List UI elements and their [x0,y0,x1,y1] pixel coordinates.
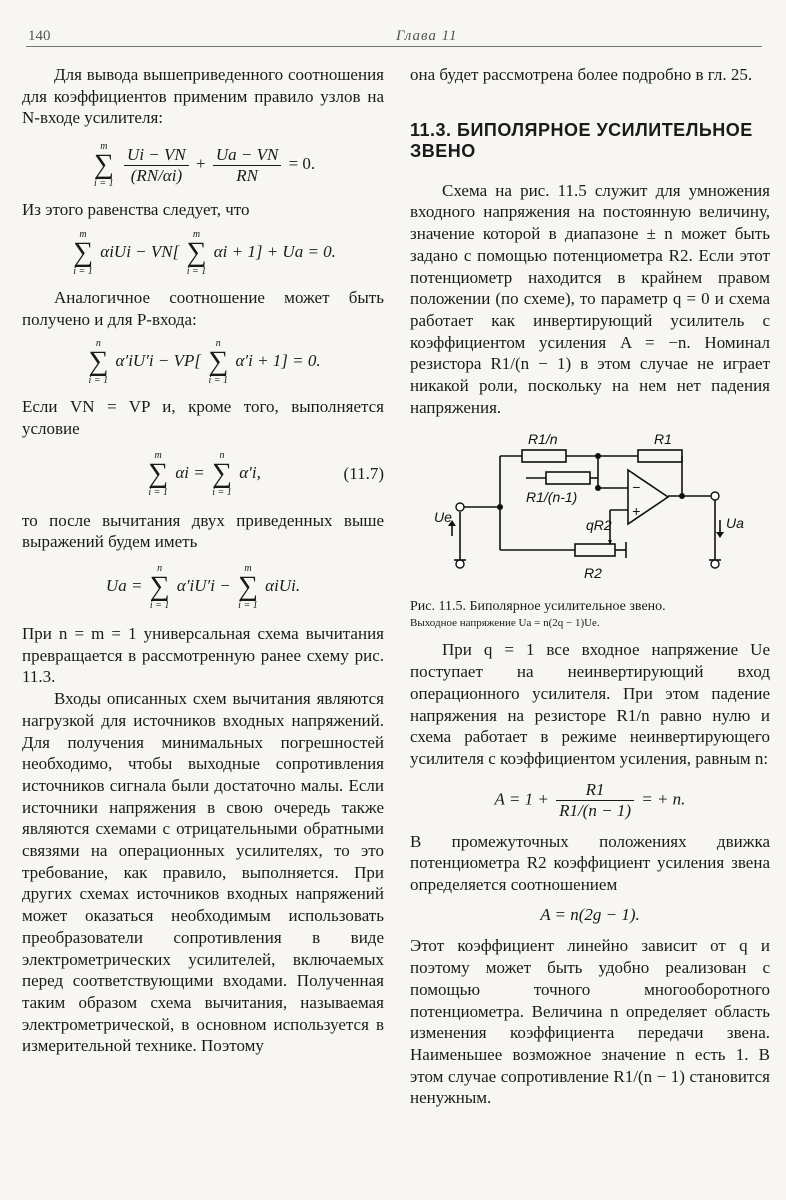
terminal-ground [456,560,464,568]
fraction: $\frac{Ua - VN}{RN}$ [213,145,281,186]
equation: m ∑ i = 1 $\frac{Ui - VN}{(RN/\alpha i)}$ + $\frac{Ua - VN}{RN}$ = 0. [93,141,316,190]
label-r1n1: R1/(n-1) [526,489,578,506]
node [595,453,601,459]
equation: Ua = n ∑ i = 1 α′iU′i − m ∑ i = 1 αiUi. [105,563,301,612]
figure-caption: Рис. 11.5. Биполярное усилительное звено. [410,599,666,615]
page-number: 140 [28,28,51,44]
section-title: 11.3. БИПОЛЯРНОЕ УСИЛИТЕЛЬНОЕ ЗВЕНО [410,119,753,161]
paragraph: она будет рассмотрена более подробно в гл. 25. [410,65,753,84]
node [679,493,685,499]
label-ua: Ua [726,515,744,532]
label-r1: R1 [654,432,672,448]
label-qr2: qR2 [586,517,612,534]
paragraph: При q = 1 все входное напряжение Ue поступает на неинвертирующий вход операционного усилителя. При этом падение напряжения на резисторе R1/n равно нулю и схема работает в режиме неинвертирующего усилителя с коэффициентом усиления, равным n: [410,640,770,768]
equation: m ∑ i = 1 αi = n ∑ i = 1 α′i, (11.7) [148,449,384,498]
arrow-head [716,532,724,538]
fraction: $\frac{Ui - VN}{(RN/\alpha i)}$ [124,145,189,186]
node [497,504,503,510]
paragraph: При n = m = 1 универсальная схема вычитания превращается в рассмотренную ранее схему рис. 11.3. [22,624,384,687]
resistor-r1n [522,450,566,462]
terminal-ue [456,503,464,511]
label-r2: R2 [584,565,602,582]
potentiometer-r2 [575,544,615,556]
resistor-r1n1 [546,472,590,484]
left-column [22,64,384,1057]
equation-number: (11.7) [343,463,384,483]
node [595,485,601,491]
paragraph: Для вывода вышеприведенного соотношения для коэффициентов применим правило узлов на N-входе усилителя: [22,65,384,128]
fraction: $\frac{R1}{R1/(n - 1)}$ [556,780,634,821]
terminal-ground [711,560,719,568]
paragraph: то после вычитания двух приведенных выше выражений будем иметь [22,510,384,552]
figure-caption-sub: Выходное напряжение Ua = n(2q − 1)Ue. [410,617,600,630]
sum-symbol: m ∑ i = 1 [93,141,114,190]
right-column [410,64,770,1109]
paragraph: В промежуточных положениях движка потенциометра R2 коэффициент усиления звена определяется соотношением [410,831,770,895]
label-r1n: R1/n [528,432,558,448]
equation: n ∑ i = 1 α′iU′i − VP[ n ∑ i = 1 α′i + 1] = 0. [88,338,321,387]
label-ue: Ue [434,509,452,526]
equation: A = n(2g − 1). [540,904,640,924]
paragraph: Входы описанных схем вычитания являются нагрузкой для источников входных напряжений. Для получения минимальных погрешностей необходимо, чтобы выходные сопротивления источников сигнала были достаточно малы. Если источники напряжения в свою очередь также являются схемами с отрицательными обратными связями на операционных усилителях, то это требование, как правило, выполняется. При других схемах источников входных напряжений может оказаться необходимым использовать преобразователи сопротивления в виде электрометрических усилителей, включаемых перед соответствующими входами. Полученная таким образом схема вычитания, называемая электрометрической, в основном используется в измерительной технике. Поэтому [22,689,384,1056]
paragraph: Из этого равенства следует, что [22,200,250,220]
paragraph: Аналогичное соотношение может быть получено и для P-входа: [22,287,384,329]
circuit-diagram [410,432,770,592]
label-minus: − [632,479,641,496]
paragraph: Если VN = VP и, кроме того, выполняется условие [22,397,384,438]
paragraph: Схема на рис. 11.5 служит для умножения входного напряжения на постоянную величину, значение которой в диапазоне ± n может быть задано с помощью потенциометра R2. Если этот потенциометр находится в крайнем правом положении (по схеме), то параметр q = 0 и схема работает как инвертирующий усилитель с коэффициентом усиления A = −n. Номинал резистора R1/(n − 1) в этом случае не играет никакой роли, поскольку на нем нет падения напряжения. [410,180,770,417]
label-plus: + [632,503,641,520]
equation: A = 1 + $\frac{R1}{R1/(n - 1)}$ = + n. [494,779,686,820]
resistor-r1 [638,450,682,462]
page-header [26,22,762,47]
paragraph: Этот коэффициент линейно зависит от q и поэтому может быть удобно реализован с помощью точного многооборотного потенциометра. Величина n определяет область изменения коэффициента передачи звена. Наименьшее возможное значение n есть 1. В этом случае сопротивление R1/(n − 1) становится ненужным. [410,936,770,1108]
terminal-ua [711,492,719,500]
chapter-title: Глава 11 [396,28,458,44]
equation: m ∑ i = 1 αiUi − VN[ m ∑ i = 1 αi + 1] + Ua = 0. [73,228,336,277]
